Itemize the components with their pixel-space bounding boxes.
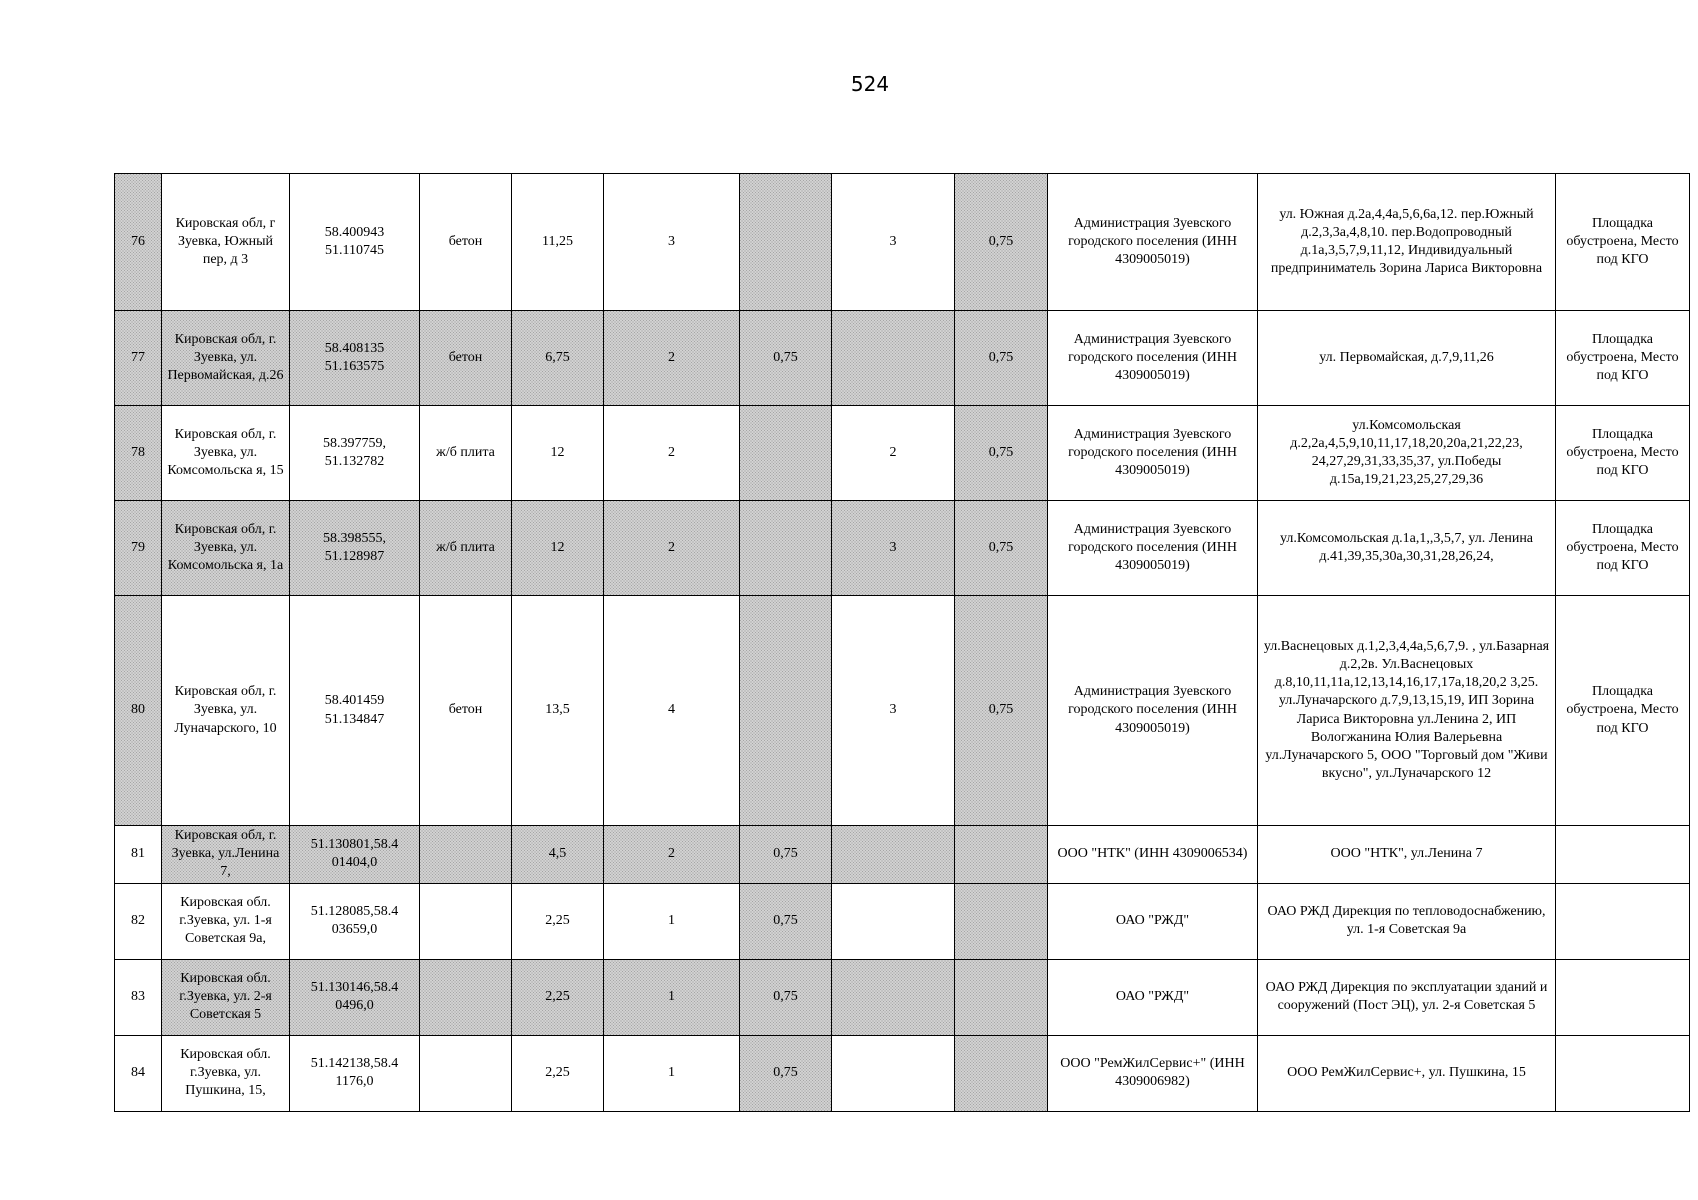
volume-b-cell [832,1035,955,1111]
address-cell: Кировская обл, г Зуевка, Южный пер, д 3 [162,174,290,311]
site-status-cell [1556,883,1690,959]
coordinates-cell: 58.398555, 51.128987 [290,501,420,596]
table-row [115,311,1690,406]
address-cell: Кировская обл. г.Зуевка, ул. Пушкина, 15, [162,1035,290,1111]
surface-cell [420,959,512,1035]
volume-b-cell [832,883,955,959]
volume-a-cell [740,596,832,826]
volume-c-cell [955,883,1048,959]
volume-b-cell [832,959,955,1035]
waste-sources-cell: ООО РемЖилСервис+, ул. Пушкина, 15 [1258,1035,1556,1111]
row-number: 76 [115,174,162,311]
waste-sources-cell: ОАО РЖД Дирекция по эксплуатации зданий и сооружений (Пост ЭЦ), ул. 2-я Советская 5 [1258,959,1556,1035]
coordinates-cell: 58.408135 51.163575 [290,311,420,406]
row-number: 79 [115,501,162,596]
area-cell: 2,25 [512,1035,604,1111]
table-row [115,174,1690,311]
volume-c-cell [955,826,1048,884]
owner-cell: Администрация Зуевского городского поселения (ИНН 4309005019) [1048,596,1258,826]
address-cell: Кировская обл, г. Зуевка, ул. Комсомольска я, 15 [162,406,290,501]
waste-sources-cell: ул.Комсомольская д.1а,1,,3,5,7, ул. Ленина д.41,39,35,30а,30,31,28,26,24, [1258,501,1556,596]
surface-cell [420,826,512,884]
site-status-cell [1556,826,1690,884]
waste-sources-cell: ООО "НТК", ул.Ленина 7 [1258,826,1556,884]
site-status-cell: Площадка обустроена, Место под КГО [1556,596,1690,826]
table-row [115,1035,1690,1111]
owner-cell: ОАО "РЖД" [1048,959,1258,1035]
address-cell: Кировская обл, г. Зуевка, ул. Комсомольска я, 1а [162,501,290,596]
table-body [115,174,1690,1112]
coordinates-cell: 58.401459 51.134847 [290,596,420,826]
volume-b-cell [832,311,955,406]
volume-a-cell [740,406,832,501]
site-status-cell: Площадка обустроена, Место под КГО [1556,501,1690,596]
containers-cell: 1 [604,959,740,1035]
address-cell: Кировская обл. г.Зуевка, ул. 1-я Советская 9а, [162,883,290,959]
address-cell: Кировская обл. г.Зуевка, ул. 2-я Советская 5 [162,959,290,1035]
volume-a-cell: 0,75 [740,1035,832,1111]
waste-sites-table [114,173,1690,1112]
owner-cell: ОАО "РЖД" [1048,883,1258,959]
volume-b-cell: 3 [832,501,955,596]
row-number: 83 [115,959,162,1035]
volume-c-cell: 0,75 [955,596,1048,826]
owner-cell: ООО "НТК" (ИНН 4309006534) [1048,826,1258,884]
waste-sources-cell: ул. Южная д.2а,4,4а,5,6,6а,12. пер.Южный д.2,3,3а,4,8,10. пер.Водопроводный д.1а,3,5,7,9,11,12, Индивидуальный предприниматель Зорина Лариса Викторовна [1258,174,1556,311]
containers-cell: 2 [604,406,740,501]
surface-cell [420,883,512,959]
coordinates-cell: 51.130146,58.4 0496,0 [290,959,420,1035]
address-cell: Кировская обл, г. Зуевка, ул. Луначарского, 10 [162,596,290,826]
address-cell: Кировская обл, г. Зуевка, ул.Ленина 7, [162,826,290,884]
containers-cell: 4 [604,596,740,826]
volume-a-cell [740,501,832,596]
volume-c-cell: 0,75 [955,174,1048,311]
owner-cell: Администрация Зуевского городского поселения (ИНН 4309005019) [1048,501,1258,596]
table-row [115,883,1690,959]
volume-b-cell: 3 [832,596,955,826]
owner-cell: Администрация Зуевского городского поселения (ИНН 4309005019) [1048,406,1258,501]
surface-cell: бетон [420,174,512,311]
volume-b-cell: 3 [832,174,955,311]
coordinates-cell: 58.397759, 51.132782 [290,406,420,501]
surface-cell: ж/б плита [420,501,512,596]
owner-cell: Администрация Зуевского городского поселения (ИНН 4309005019) [1048,174,1258,311]
coordinates-cell: 51.142138,58.4 1176,0 [290,1035,420,1111]
table-row [115,596,1690,826]
site-status-cell: Площадка обустроена, Место под КГО [1556,406,1690,501]
volume-c-cell: 0,75 [955,406,1048,501]
row-number: 84 [115,1035,162,1111]
volume-a-cell [740,174,832,311]
containers-cell: 1 [604,1035,740,1111]
area-cell: 12 [512,406,604,501]
area-cell: 2,25 [512,959,604,1035]
containers-cell: 2 [604,501,740,596]
volume-b-cell: 2 [832,406,955,501]
surface-cell: бетон [420,596,512,826]
volume-c-cell [955,959,1048,1035]
containers-cell: 2 [604,826,740,884]
containers-cell: 2 [604,311,740,406]
row-number: 77 [115,311,162,406]
waste-sources-cell: ул.Комсомольская д.2,2а,4,5,9,10,11,17,18,20,20а,21,22,23, 24,27,29,31,33,35,37, ул.Победы д.15а,19,21,23,25,27,29,36 [1258,406,1556,501]
volume-c-cell: 0,75 [955,311,1048,406]
address-cell: Кировская обл, г. Зуевка, ул. Первомайская, д.26 [162,311,290,406]
coordinates-cell: 58.400943 51.110745 [290,174,420,311]
volume-a-cell: 0,75 [740,959,832,1035]
row-number: 82 [115,883,162,959]
coordinates-cell: 51.128085,58.4 03659,0 [290,883,420,959]
surface-cell: ж/б плита [420,406,512,501]
site-status-cell: Площадка обустроена, Место под КГО [1556,174,1690,311]
owner-cell: Администрация Зуевского городского поселения (ИНН 4309005019) [1048,311,1258,406]
area-cell: 12 [512,501,604,596]
site-status-cell: Площадка обустроена, Место под КГО [1556,311,1690,406]
table-row [115,501,1690,596]
site-status-cell [1556,1035,1690,1111]
waste-sources-cell: ул. Первомайская, д.7,9,11,26 [1258,311,1556,406]
table-row [115,406,1690,501]
area-cell: 4,5 [512,826,604,884]
area-cell: 2,25 [512,883,604,959]
table-row [115,826,1690,884]
site-status-cell [1556,959,1690,1035]
area-cell: 6,75 [512,311,604,406]
surface-cell [420,1035,512,1111]
row-number: 78 [115,406,162,501]
page-number: 524 [850,72,890,96]
waste-sources-cell: ОАО РЖД Дирекция по тепловодоснабжению, ул. 1-я Советская 9а [1258,883,1556,959]
area-cell: 11,25 [512,174,604,311]
volume-a-cell: 0,75 [740,311,832,406]
volume-c-cell: 0,75 [955,501,1048,596]
waste-sources-cell: ул.Васнецовых д.1,2,3,4,4а,5,6,7,9. , ул.Базарная д.2,2в. Ул.Васнецовых д.8,10,11,11а,12,13,14,16,17,17а,18,20,2 3,25. ул.Луначарского д.7,9,13,15,19, ИП Зорина Лариса Викторовна ул.Ленина 2, ИП Вологжанина Юлия Валерьевна ул.Луначарского 5, ООО "Торговый дом "Живи вкусно", ул.Луначарского 12 [1258,596,1556,826]
row-number: 81 [115,826,162,884]
row-number: 80 [115,596,162,826]
containers-cell: 1 [604,883,740,959]
volume-a-cell: 0,75 [740,883,832,959]
volume-c-cell [955,1035,1048,1111]
volume-b-cell [832,826,955,884]
coordinates-cell: 51.130801,58.4 01404,0 [290,826,420,884]
volume-a-cell: 0,75 [740,826,832,884]
owner-cell: ООО "РемЖилСервис+" (ИНН 4309006982) [1048,1035,1258,1111]
area-cell: 13,5 [512,596,604,826]
containers-cell: 3 [604,174,740,311]
table-row [115,959,1690,1035]
surface-cell: бетон [420,311,512,406]
